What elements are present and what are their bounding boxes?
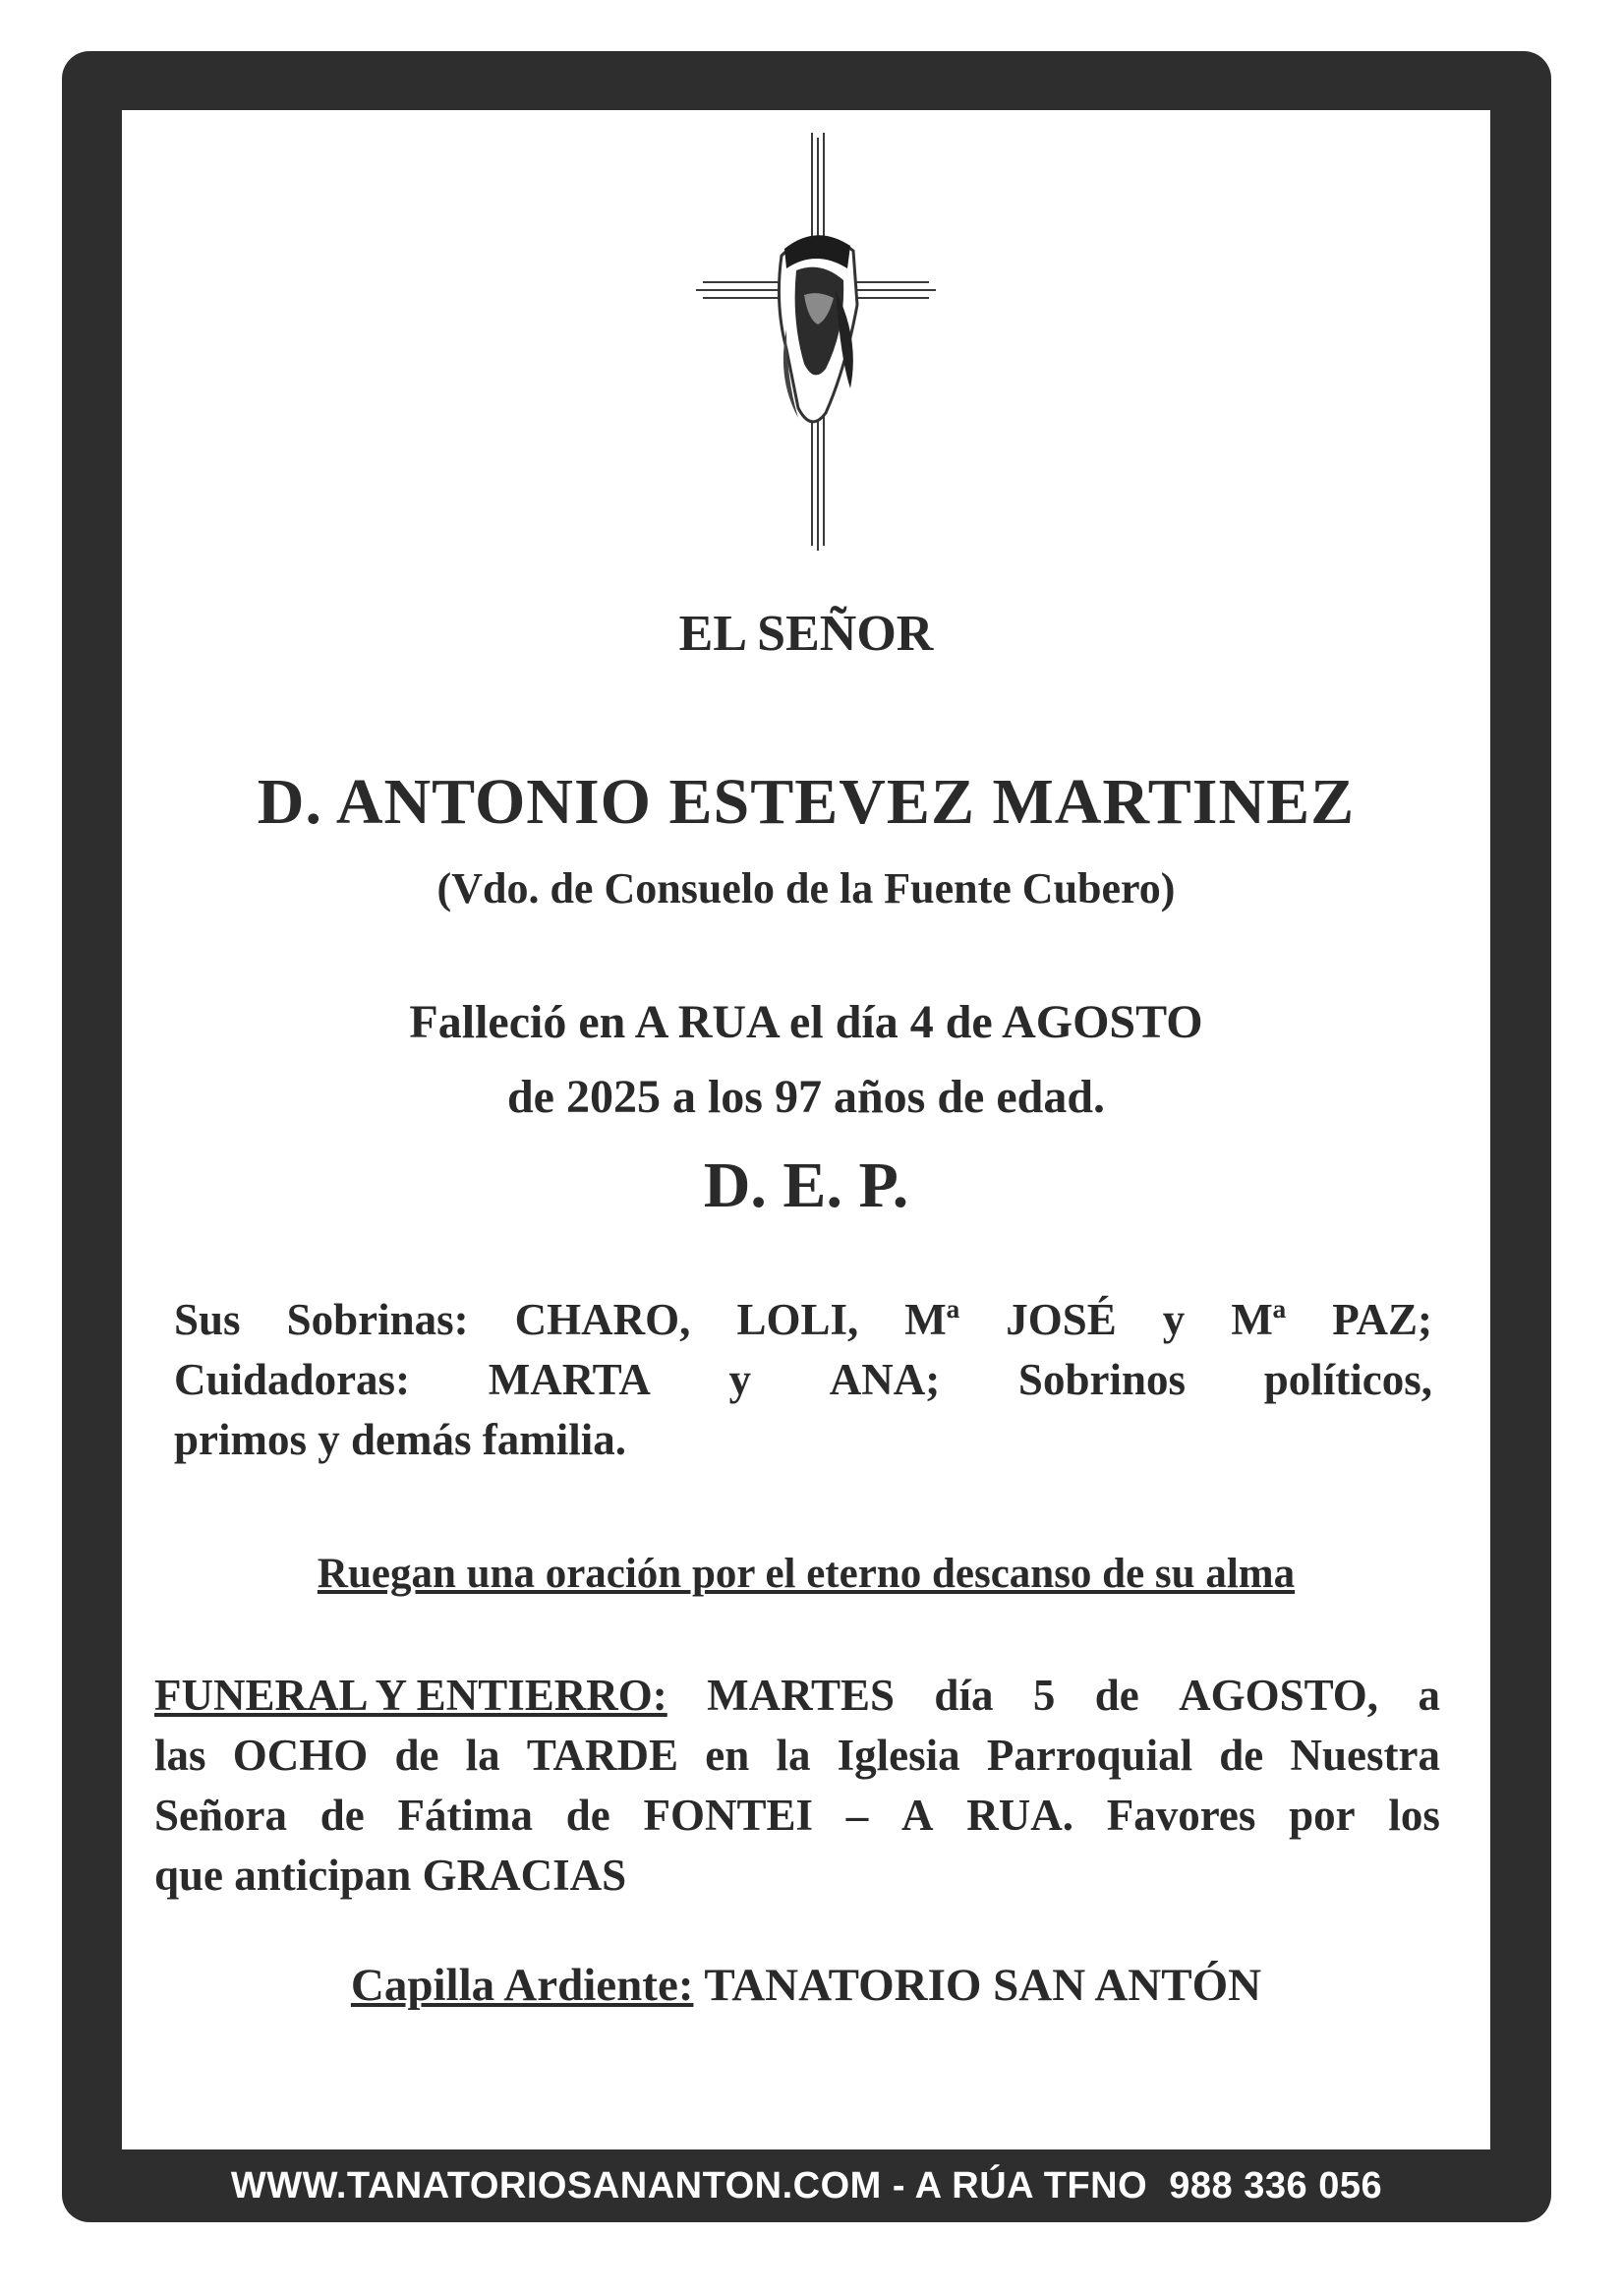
word: MARTES	[707, 1671, 896, 1720]
word: MARTA	[488, 1355, 651, 1404]
word: de	[1219, 1731, 1264, 1780]
prayer-request: Ruegan una oración por el eterno descanso de su alma	[317, 1551, 1296, 1597]
word: –	[845, 1791, 869, 1840]
chapel-info	[122, 1959, 1490, 2012]
word: Parroquial	[986, 1731, 1193, 1780]
death-info-line-1: Falleció en A RUA el día 4 de AGOSTO	[409, 996, 1203, 1048]
funeral-paragraph	[154, 1666, 1440, 1906]
word: Mª	[904, 1295, 960, 1344]
family-paragraph	[174, 1290, 1432, 1470]
page-title: EL SEÑOR	[678, 606, 934, 662]
word: los	[1388, 1791, 1440, 1840]
word: Sobrinos	[1017, 1355, 1186, 1404]
word: PAZ;	[1332, 1295, 1432, 1344]
word: a	[1418, 1671, 1440, 1720]
word: la	[776, 1731, 811, 1780]
chapel-value: TANATORIO SAN ANTÓN	[704, 1960, 1262, 2011]
family-line-2	[174, 1350, 1432, 1410]
word: Fátima	[397, 1791, 533, 1840]
word: Cuidadoras:	[174, 1355, 411, 1404]
word: y	[728, 1355, 752, 1404]
word: la	[465, 1731, 500, 1780]
funeral-line-1	[154, 1666, 1440, 1726]
word: TARDE	[526, 1731, 679, 1780]
word: de	[319, 1791, 365, 1840]
word: de	[394, 1731, 439, 1780]
word: RUA.	[966, 1791, 1073, 1840]
death-info-line-2: de 2025 a los 97 años de edad.	[506, 1071, 1106, 1123]
family-line-1	[174, 1290, 1432, 1350]
word: Nuestra	[1290, 1731, 1440, 1780]
word: CHARO,	[514, 1295, 691, 1344]
word: Sobrinas:	[286, 1295, 469, 1344]
word: JOSÉ	[1006, 1295, 1117, 1344]
funeral-label: FUNERAL Y ENTIERRO:	[154, 1671, 667, 1720]
word: Mª	[1231, 1295, 1287, 1344]
rest-in-peace: D. E. P.	[703, 1149, 909, 1221]
word: Señora	[154, 1791, 287, 1840]
word: de	[565, 1791, 610, 1840]
word: A	[901, 1791, 934, 1840]
word: políticos,	[1263, 1355, 1432, 1404]
word: AGOSTO,	[1179, 1671, 1379, 1720]
word: las	[154, 1731, 206, 1780]
footer-contact: WWW.TANATORIOSANANTON.COM - A RÚA TFNO 988 336 056	[230, 2164, 1383, 2207]
family-line-3: primos y demás familia.	[174, 1415, 626, 1464]
word: de	[1094, 1671, 1139, 1720]
footer-bar	[62, 2149, 1551, 2222]
funeral-line-2	[154, 1726, 1440, 1786]
word: OCHO	[232, 1731, 369, 1780]
word: y	[1162, 1295, 1186, 1344]
funeral-line-3	[154, 1786, 1440, 1846]
crucifix-icon	[688, 133, 944, 556]
word: Sus	[174, 1295, 241, 1344]
chapel-label: Capilla Ardiente:	[350, 1960, 694, 2011]
word: ANA;	[829, 1355, 941, 1404]
word: Favores	[1106, 1791, 1256, 1840]
word: FONTEI	[643, 1791, 813, 1840]
word: en	[705, 1731, 750, 1780]
word: Iglesia	[837, 1731, 960, 1780]
deceased-name: D. ANTONIO ESTEVEZ MARTINEZ	[257, 766, 1356, 838]
word: por	[1289, 1791, 1356, 1840]
word: 5	[1032, 1671, 1056, 1720]
funeral-line-4: que anticipan GRACIAS	[154, 1851, 627, 1900]
word: día	[934, 1671, 994, 1720]
word: LOLI,	[736, 1295, 859, 1344]
widow-of-text: (Vdo. de Consuelo de la Fuente Cubero)	[436, 864, 1176, 913]
